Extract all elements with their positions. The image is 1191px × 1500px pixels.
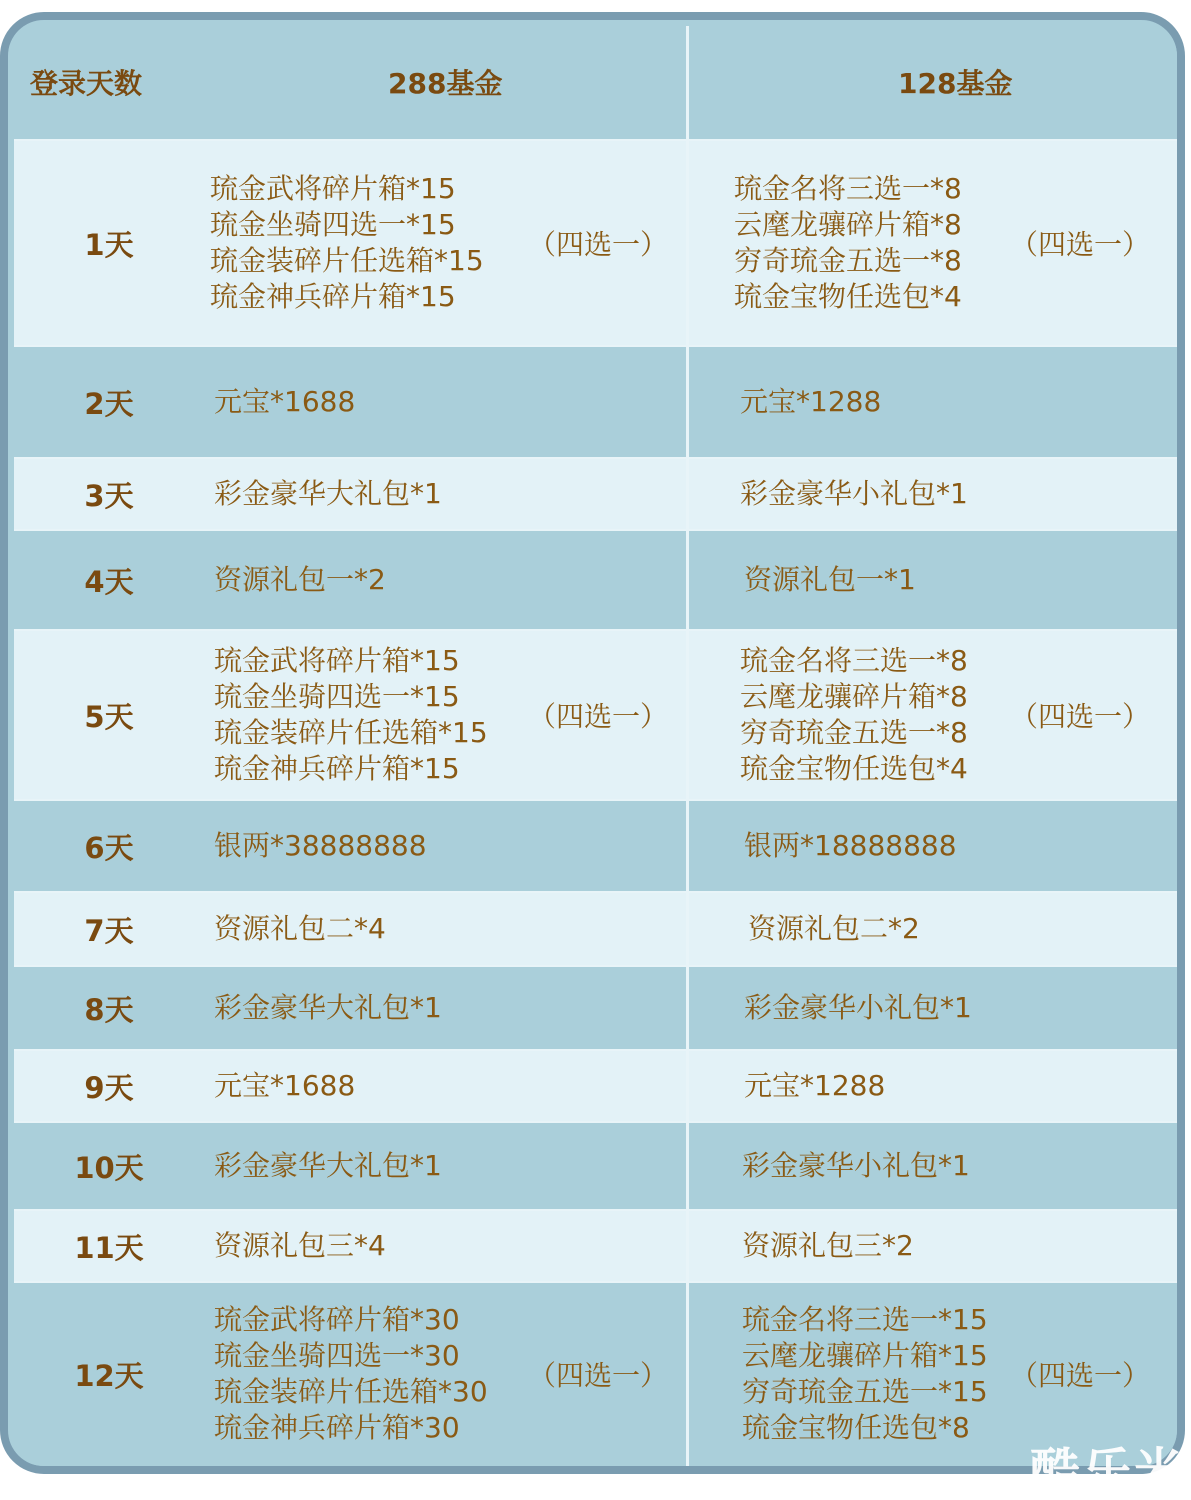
reward-item: 元宝*1288 xyxy=(744,1069,886,1102)
fund-128-cell xyxy=(740,630,968,800)
fund-288-cell xyxy=(214,800,427,892)
choice-note: （四选一） xyxy=(528,1359,669,1392)
reward-item: 彩金豪华小礼包*1 xyxy=(740,477,968,510)
fund-288-cell xyxy=(214,892,386,966)
reward-item: 琉金装碎片任选箱*15 xyxy=(210,244,484,277)
day-label: 2天 xyxy=(84,386,134,421)
reward-item: 琉金装碎片任选箱*15 xyxy=(214,716,488,749)
fund-288-cell xyxy=(214,530,386,630)
row-divider xyxy=(14,891,1179,893)
row-divider xyxy=(14,629,1179,631)
day-label: 10天 xyxy=(74,1150,144,1185)
reward-item: 琉金宝物任选包*8 xyxy=(742,1411,970,1444)
day-label: 5天 xyxy=(84,699,134,734)
reward-item: 彩金豪华大礼包*1 xyxy=(214,991,442,1024)
reward-item: 穷奇琉金五选一*8 xyxy=(734,244,962,277)
table-row xyxy=(14,892,1179,966)
reward-item: 琉金坐骑四选一*15 xyxy=(214,680,460,713)
day-label: 7天 xyxy=(84,913,134,948)
reward-item: 资源礼包一*2 xyxy=(214,563,386,596)
table-row xyxy=(14,458,1179,530)
table-row xyxy=(14,140,1179,346)
reward-item: 彩金豪华大礼包*1 xyxy=(214,477,442,510)
reward-item: 琉金坐骑四选一*30 xyxy=(214,1339,460,1372)
reward-item: 资源礼包三*4 xyxy=(214,1229,386,1262)
reward-item: 元宝*1288 xyxy=(740,385,882,418)
reward-item: 云麾龙骧碎片箱*15 xyxy=(742,1339,988,1372)
header-day-col: 登录天数 xyxy=(30,67,143,100)
fund-128-cell xyxy=(734,140,962,346)
reward-item: 银两*18888888 xyxy=(744,829,957,862)
reward-item: 彩金豪华小礼包*1 xyxy=(742,1149,970,1182)
choice-note: （四选一） xyxy=(528,700,669,733)
reward-item: 资源礼包二*4 xyxy=(214,912,386,945)
fund-288-cell xyxy=(214,630,488,800)
table-row xyxy=(14,530,1179,630)
reward-item: 彩金豪华小礼包*1 xyxy=(744,991,972,1024)
row-divider xyxy=(14,457,1179,459)
table-row xyxy=(14,1282,1179,1466)
row-divider xyxy=(14,965,1179,967)
row-divider xyxy=(14,139,1179,141)
reward-item: 银两*38888888 xyxy=(214,829,427,862)
fund-288-cell xyxy=(214,1050,355,1122)
reward-item: 琉金神兵碎片箱*15 xyxy=(210,280,456,313)
row-divider xyxy=(14,529,1179,531)
fund-288-cell xyxy=(214,1210,386,1282)
fund-128-cell xyxy=(742,1282,988,1466)
reward-item: 琉金名将三选一*8 xyxy=(734,172,962,205)
reward-item: 琉金武将碎片箱*15 xyxy=(214,644,460,677)
fund-table-frame xyxy=(0,12,1185,1474)
reward-item: 元宝*1688 xyxy=(214,1069,356,1102)
fund-128-cell xyxy=(742,1210,914,1282)
reward-item: 琉金武将碎片箱*15 xyxy=(210,172,456,205)
fund-128-cell xyxy=(744,800,957,892)
row-divider xyxy=(14,345,1179,347)
reward-item: 穷奇琉金五选一*8 xyxy=(740,716,968,749)
day-label: 9天 xyxy=(84,1070,134,1105)
reward-item: 云麾龙骧碎片箱*8 xyxy=(740,680,968,713)
table-header-row xyxy=(14,26,1179,140)
choice-note: （四选一） xyxy=(1010,700,1151,733)
reward-item: 琉金名将三选一*15 xyxy=(742,1303,988,1336)
row-divider xyxy=(14,1121,1179,1123)
reward-item: 琉金武将碎片箱*30 xyxy=(214,1303,460,1336)
reward-item: 资源礼包一*1 xyxy=(744,563,916,596)
table-row xyxy=(14,1210,1179,1282)
table-row xyxy=(14,1050,1179,1122)
reward-item: 资源礼包三*2 xyxy=(742,1229,914,1262)
choice-note: （四选一） xyxy=(1010,1359,1151,1392)
day-label: 6天 xyxy=(84,830,134,865)
table-row xyxy=(14,346,1179,458)
reward-item: 琉金神兵碎片箱*30 xyxy=(214,1411,460,1444)
table-row xyxy=(14,800,1179,892)
reward-item: 资源礼包二*2 xyxy=(748,912,920,945)
day-label: 11天 xyxy=(74,1230,144,1265)
fund-288-cell xyxy=(214,1122,442,1210)
row-divider xyxy=(14,799,1179,801)
column-divider xyxy=(686,26,689,1466)
fund-288-cell xyxy=(214,966,442,1050)
fund-128-cell xyxy=(744,966,972,1050)
fund-288-cell xyxy=(210,140,484,346)
choice-note: （四选一） xyxy=(1010,228,1151,261)
header-fund-128: 128基金 xyxy=(898,67,1013,100)
choice-note: （四选一） xyxy=(528,228,669,261)
header-fund-288: 288基金 xyxy=(388,67,503,100)
fund-128-cell xyxy=(744,1050,885,1122)
fund-128-cell xyxy=(744,530,916,630)
row-divider xyxy=(14,1049,1179,1051)
day-label: 4天 xyxy=(84,564,134,599)
reward-item: 彩金豪华大礼包*1 xyxy=(214,1149,442,1182)
table-row xyxy=(14,630,1179,800)
fund-128-cell xyxy=(740,458,968,530)
fund-288-cell xyxy=(214,346,355,458)
reward-item: 琉金神兵碎片箱*15 xyxy=(214,752,460,785)
day-label: 12天 xyxy=(74,1358,144,1393)
table-row xyxy=(14,966,1179,1050)
fund-288-cell xyxy=(214,458,442,530)
table-row xyxy=(14,1122,1179,1210)
reward-item: 穷奇琉金五选一*15 xyxy=(742,1375,988,1408)
row-divider xyxy=(14,1281,1179,1283)
reward-item: 琉金宝物任选包*4 xyxy=(740,752,968,785)
fund-128-cell xyxy=(740,346,881,458)
fund-128-cell xyxy=(748,892,920,966)
reward-item: 云麾龙骧碎片箱*8 xyxy=(734,208,962,241)
fund-128-cell xyxy=(742,1122,970,1210)
day-label: 3天 xyxy=(84,478,134,513)
reward-item: 琉金宝物任选包*4 xyxy=(734,280,962,313)
row-divider xyxy=(14,1209,1179,1211)
reward-item: 琉金坐骑四选一*15 xyxy=(210,208,456,241)
day-label: 8天 xyxy=(84,992,134,1027)
fund-288-cell xyxy=(214,1282,488,1466)
reward-item: 元宝*1688 xyxy=(214,385,356,418)
day-label: 1天 xyxy=(84,227,134,262)
watermark-logo: 酷乐米 xyxy=(1030,1443,1186,1500)
reward-item: 琉金名将三选一*8 xyxy=(740,644,968,677)
reward-item: 琉金装碎片任选箱*30 xyxy=(214,1375,488,1408)
